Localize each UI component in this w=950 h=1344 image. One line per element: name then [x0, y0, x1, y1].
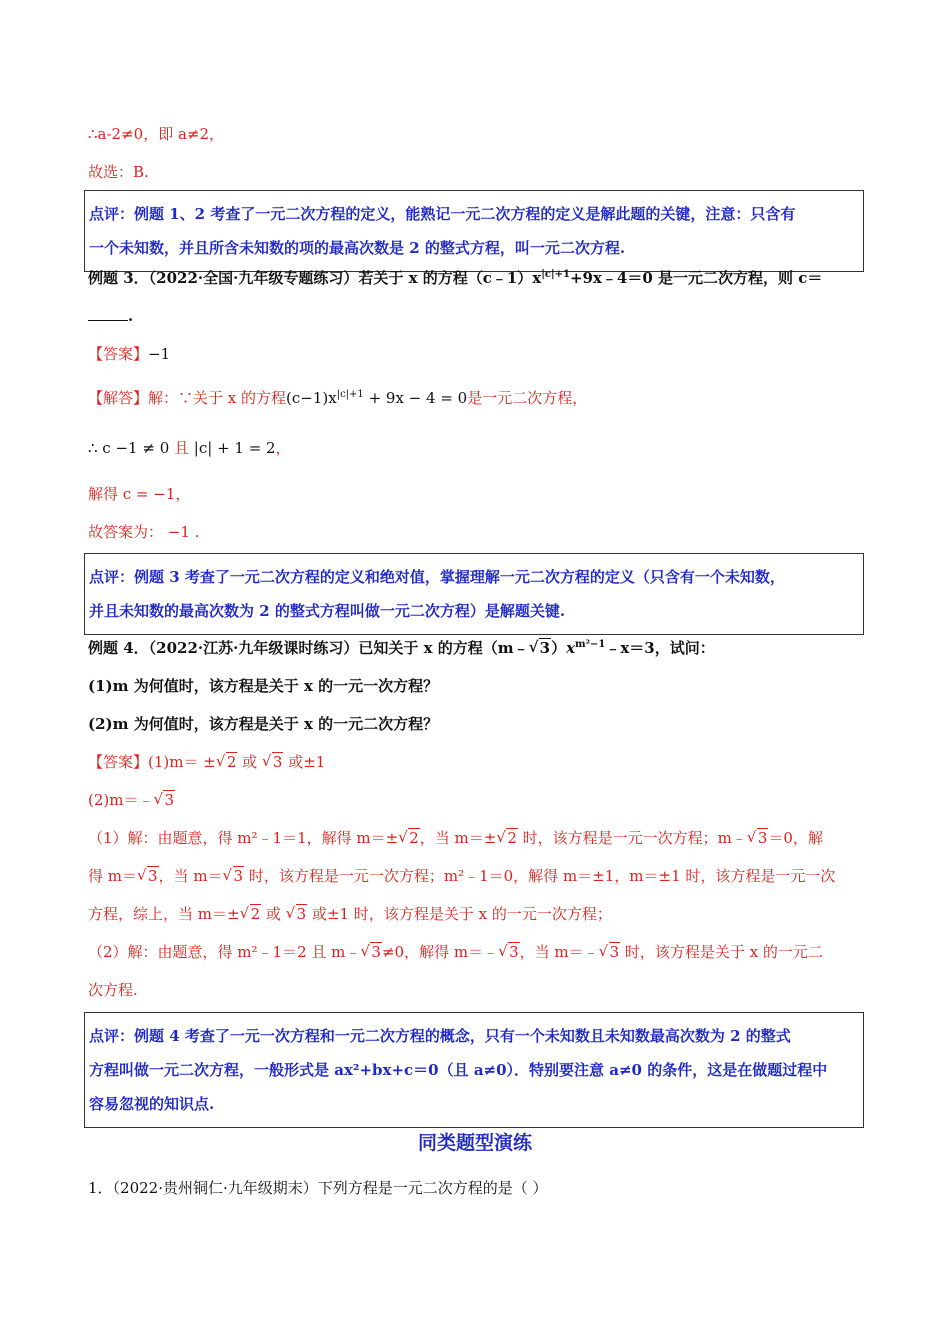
- example-4-answer-1: 【答案】(1)m＝ ±√ 2 或 √ 3 或±1: [88, 752, 325, 772]
- example-4-solution-1-line-2: 得 m＝√ 3，当 m＝√ 3 时，该方程是一元一次方程；m²﹣1＝0，解得 m＝±1，m＝±1 时，该方程是一元一次: [88, 866, 835, 886]
- example-3-blank-line: .: [88, 306, 133, 326]
- example-3-therefore: ∴ c −1 ≠ 0 且 |c| + 1 = 2，: [88, 439, 291, 457]
- sqrt: √ 3: [529, 638, 551, 658]
- example-4-stem: 例题 4．（2022·江苏·九年级课时练习）已知关于 x 的方程（m﹣√ $3)x^{m^2-1}﹣x=3$，试问：: [88, 638, 715, 658]
- example-4-solution-2-line-2: 次方程.: [88, 981, 138, 999]
- example-4-solution-1-line-3: 方程，综上，当 m＝±√ 2 或 √ 3 或±1 时，该方程是关于 x 的一元一次方程；: [88, 904, 612, 924]
- review-box-4: [84, 1012, 864, 1128]
- answer-blank: [88, 308, 128, 321]
- sqrt: √ 2: [496, 828, 518, 848]
- sqrt: √ 2: [398, 828, 420, 848]
- example-3-solution: 【解答】解：∵关于 x 的方程$(c-1)x^{|c|+1} + 9x - 4 = 0$是一元二次方程，: [88, 389, 588, 407]
- sqrt: √ 2: [240, 904, 262, 924]
- example-3-stem: 例题 3．（2022·全国·九年级专题练习）若关于 x 的方程$(c﹣1)x^{|c|+1}+9x﹣4=0$ 是一元二次方程，则 c＝: [88, 269, 823, 287]
- example-4-answer-2: (2)m＝﹣√ 3: [88, 790, 175, 810]
- sqrt: √ 2: [216, 752, 238, 772]
- exercise-1-question: 1．（2022·贵州铜仁·九年级期末）下列方程是一元二次方程的是（ ）: [88, 1179, 548, 1197]
- sqrt: √ 3: [153, 790, 175, 810]
- section-title: 同类题型演练: [417, 1132, 532, 1154]
- review-1-line-1: 点评：例题 1、2 考查了一元二次方程的定义，能熟记一元二次方程的定义是解此题的关键，注意：只含有: [89, 205, 796, 223]
- review-box-1: [84, 190, 864, 272]
- review-box-3: [84, 553, 864, 635]
- example-3-solve-c: 解得 c = −1，: [88, 485, 191, 503]
- review-4-line-2: 方程叫做一元二次方程，一般形式是 ax²+bx+c＝0（且 a≠0）．特别要注意 a≠0 的条件，这是在做题过程中: [89, 1061, 828, 1079]
- sqrt: √ 3: [137, 866, 159, 886]
- example-4-solution-1-line-1: （1）解：由题意，得 m²﹣1＝1，解得 m＝±√ 2，当 m＝±√ 2 时，该方程是一元一次方程；m﹣√ 3＝0，解: [88, 828, 823, 848]
- sqrt: √ 3: [747, 828, 769, 848]
- review-3-line-2: 并且未知数的最高次数为 2 的整式方程叫做一元二次方程）是解题关键.: [89, 602, 566, 620]
- sqrt: √ 3: [498, 942, 520, 962]
- example-4-solution-2-line-1: （2）解：由题意，得 m²﹣1＝2 且 m﹣√ 3≠0，解得 m＝﹣√ 3，当 m＝﹣√ 3 时，该方程是关于 x 的一元二: [88, 942, 823, 962]
- example-4-question-1: (1)m 为何值时，该方程是关于 x 的一元一次方程？: [88, 677, 439, 695]
- answer-line-a-not-2: ∴a-2≠0，即 a≠2，: [88, 125, 225, 143]
- review-3-line-1: 点评：例题 3 考查了一元二次方程的定义和绝对值，掌握理解一元二次方程的定义（只含有一个未知数，: [89, 568, 785, 586]
- sqrt: √ 3: [223, 866, 245, 886]
- sqrt: √ 3: [262, 752, 284, 772]
- example-3-answer: 【答案】−1: [88, 345, 171, 363]
- sqrt: √ 3: [599, 942, 621, 962]
- review-4-line-3: 容易忽视的知识点.: [89, 1095, 215, 1113]
- sqrt: √ 3: [360, 942, 382, 962]
- example-4-question-2: (2)m 为何值时，该方程是关于 x 的一元二次方程？: [88, 715, 439, 733]
- answer-line-choice-b: 故选：B.: [88, 163, 149, 181]
- review-4-line-1: 点评：例题 4 考查了一元一次方程和一元二次方程的概念，只有一个未知数且未知数最高次数为 2 的整式: [89, 1027, 791, 1045]
- review-1-line-2: 一个未知数，并且所含未知数的项的最高次数是 2 的整式方程，叫一元二次方程.: [89, 239, 626, 257]
- sqrt: √ 3: [286, 904, 308, 924]
- example-3-final: 故答案为： −1 .: [88, 523, 200, 541]
